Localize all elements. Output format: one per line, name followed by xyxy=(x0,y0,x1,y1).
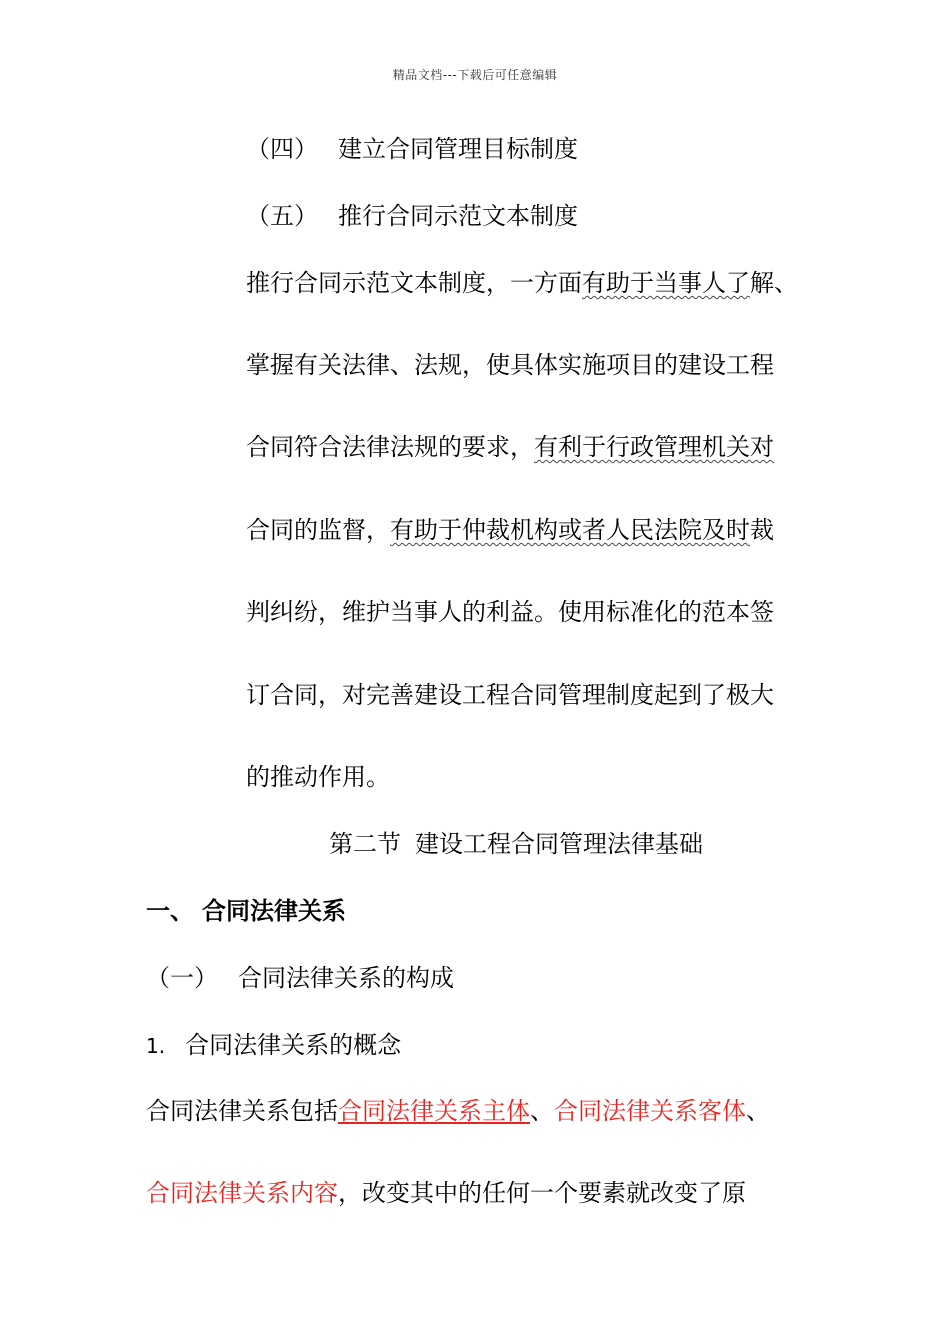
heading-five xyxy=(246,201,578,231)
section-number: 第二节 xyxy=(329,830,401,858)
paragraph-line-3 xyxy=(246,432,774,462)
grammar-flagged-text: 有助于仲裁机构或者人民法院及时 xyxy=(390,516,750,544)
paragraph-line-5: 判纠纷，维护当事人的利益。使用标准化的范本签 xyxy=(246,598,774,626)
heading-five-text: 推行合同示范文本制度 xyxy=(338,202,578,230)
body-text: 、 xyxy=(530,1097,554,1125)
grammar-flagged-text: 有助于当事人了 xyxy=(582,269,750,297)
paragraph-line-6: 订合同，对完善建设工程合同管理制度起到了极大 xyxy=(246,681,774,709)
paragraph-line-7: 的推动作用。 xyxy=(246,763,390,791)
paragraph-text: 合同符合法律法规的要求， xyxy=(246,433,534,461)
body-text: 合同法律关系包括 xyxy=(146,1097,338,1125)
highlight-content: 合同法律关系内容 xyxy=(146,1179,338,1207)
grammar-flagged-text: 有利于行政管理机关对 xyxy=(534,433,774,461)
heading-four xyxy=(246,134,578,164)
body-line-2 xyxy=(146,1178,746,1208)
paragraph-text: 解、 xyxy=(750,269,798,297)
outline-heading-2 xyxy=(146,963,454,993)
paragraph-line-1 xyxy=(246,268,798,298)
paragraph-text: 推行合同示范文本制度，一方面 xyxy=(246,269,582,297)
heading-four-number: （四） xyxy=(246,135,318,163)
highlight-subject: 合同法律关系主体 xyxy=(338,1097,530,1125)
body-line-1 xyxy=(146,1096,770,1126)
heading-four-text: 建立合同管理目标制度 xyxy=(338,135,578,163)
highlight-object: 合同法律关系客体 xyxy=(554,1097,746,1125)
section-title xyxy=(329,829,703,859)
paragraph-text: 裁 xyxy=(750,516,774,544)
page-header: 精品文档---下载后可任意编辑 xyxy=(392,68,558,82)
outline-heading-1-number: 一、 xyxy=(146,897,194,925)
outline-heading-3-number: 1. xyxy=(146,1034,166,1058)
outline-heading-3-text: 合同法律关系的概念 xyxy=(185,1031,402,1059)
outline-heading-3 xyxy=(146,1030,401,1061)
paragraph-line-4 xyxy=(246,515,774,545)
paragraph-line-2: 掌握有关法律、法规，使具体实施项目的建设工程 xyxy=(246,351,774,379)
paragraph-text: 合同的监督， xyxy=(246,516,390,544)
heading-five-number: （五） xyxy=(246,202,318,230)
outline-heading-2-text: 合同法律关系的构成 xyxy=(238,964,454,992)
body-text: 、 xyxy=(746,1097,770,1125)
outline-heading-1 xyxy=(146,896,346,926)
outline-heading-1-text: 合同法律关系 xyxy=(202,897,346,925)
body-text: ，改变其中的任何一个要素就改变了原 xyxy=(338,1179,746,1207)
outline-heading-2-number: （一） xyxy=(146,964,218,992)
section-title-text: 建设工程合同管理法律基础 xyxy=(415,830,703,858)
